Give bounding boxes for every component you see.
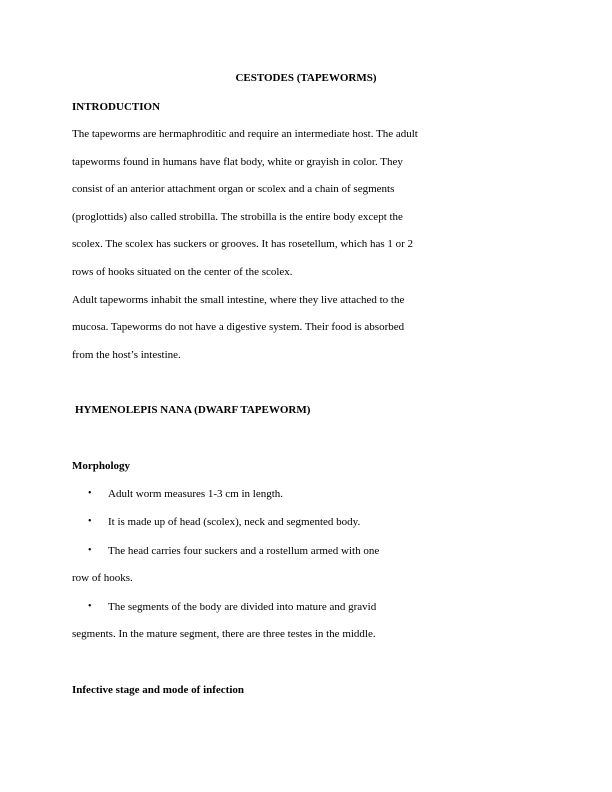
bullet-text: It is made up of head (scolex), neck and segmented body. (108, 516, 361, 528)
intro-line: Adult tapeworms inhabit the small intestine, where they live attached to the (72, 294, 405, 306)
intro-line: from the host’s intestine. (72, 349, 181, 361)
page-title: CESTODES (TAPEWORMS) (235, 72, 377, 84)
bullet-icon: • (88, 545, 92, 556)
bullet-text: The segments of the body are divided into mature and gravid (108, 601, 377, 613)
introduction-heading: INTRODUCTION (72, 101, 161, 113)
bullet-continuation: segments. In the mature segment, there are three testes in the middle. (72, 628, 376, 640)
intro-line: tapeworms found in humans have flat body, white or grayish in color. They (72, 156, 403, 168)
bullet-text: The head carries four suckers and a rostellum armed with one (108, 545, 380, 557)
intro-line: consist of an anterior attachment organ or scolex and a chain of segments (72, 183, 395, 195)
bullet-icon: • (88, 601, 92, 612)
bullet-icon: • (88, 488, 92, 499)
section-heading: HYMENOLEPIS NANA (DWARF TAPEWORM) (75, 404, 311, 416)
bullet-continuation: row of hooks. (72, 572, 133, 584)
intro-line: rows of hooks situated on the center of the scolex. (72, 266, 293, 278)
intro-line: mucosa. Tapeworms do not have a digestive system. Their food is absorbed (72, 321, 405, 333)
bullet-icon: • (88, 516, 92, 527)
infective-stage-heading: Infective stage and mode of infection (72, 684, 245, 696)
intro-line: scolex. The scolex has suckers or grooves. It has rosetellum, which has 1 or 2 (72, 238, 414, 250)
intro-line: The tapeworms are hermaphroditic and require an intermediate host. The adult (72, 128, 418, 140)
morphology-heading: Morphology (72, 460, 131, 472)
bullet-text: Adult worm measures 1-3 cm in length. (108, 488, 284, 500)
intro-line: (proglottids) also called strobilla. The strobilla is the entire body except the (72, 211, 403, 223)
